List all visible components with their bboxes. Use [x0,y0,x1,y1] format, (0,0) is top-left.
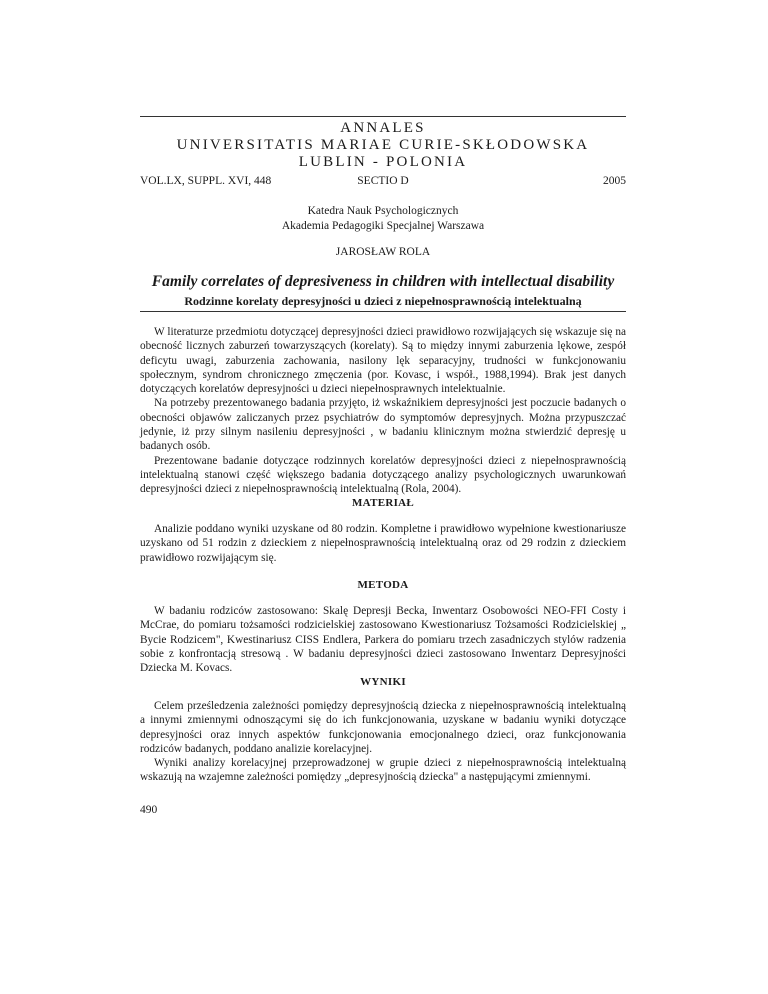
journal-title-university: UNIVERSITATIS MARIAE CURIE-SKŁODOWSKA [176,137,590,153]
intro-paragraph-1: W literaturze przedmiotu dotyczącej depresyjności dzieci prawidłowo rozwijających się wskazuje się na obecność licznych zaburzeń towarzyszących (korelaty). Są to między innymi zaburzenia lękowe, zespół deficytu uwagi, zaburzenia zachowania, nasilony lęk separacyjny, trudności w funkcjonowaniu społecznym, syndrom chronicznego zmęczenia (por. Kovasc, i współ., 1988,1994). Brak jest danych dotyczących korelatów depresyjności u dzieci niepełnosprawnych intelektualnie. [140,326,626,396]
intro-paragraph-2: Na potrzeby prezentowanego badania przyjęto, iż wskaźnikiem depresyjności jest poczucie badanych o obecności objawów zaliczanych przez psychiatrów do symptomów depresyjnych. Można przypuszczać jedynie, iż przy silnym nasileniu depresyjności , w badaniu klinicznym można stwierdzić depresję u badanych osób. [140,397,626,453]
section-heading-wyniki: WYNIKI [360,676,406,688]
article-title-english: Family correlates of depresiveness in children with intellectual disability [151,273,615,290]
page-number: 490 [140,804,158,816]
title-rule [140,311,626,312]
metoda-section [140,604,626,675]
material-section [140,522,626,565]
affiliation-department: Katedra Nauk Psychologicznych [307,205,459,217]
journal-sectio: SECTIO D [357,175,409,187]
section-heading-material: MATERIAŁ [351,497,415,509]
section-heading-metoda: METODA [357,579,409,591]
top-rule [140,116,626,117]
wyniki-paragraph-1: Celem prześledzenia zależności pomiędzy depresyjnością dziecka z niepełnosprawnością intelektualną a innymi zmiennymi odnoszącymi się do ich funkcjonowania, uzyskane w badaniu wyniki dotyczące depresyjności oraz innych aspektów funkcjonowania emocjonalnego dzieci, oraz funkcjonowania rodziców badanych, poddano analizie korelacyjnej. [140,700,626,755]
journal-year: 2005 [603,175,626,187]
author-name: JAROSŁAW ROLA [335,246,431,258]
introduction-section [140,325,626,497]
material-paragraph: Analizie poddano wyniki uzyskane od 80 rodzin. Kompletne i prawidłowo wypełnione kwestionariusze uzyskano od 51 rodzin z dzieckiem z niepełnosprawnością intelektualną oraz od 29 rodzin z dzieckiem prawidłowo rozwijającym się. [140,523,626,564]
metoda-paragraph: W badaniu rodziców zastosowano: Skalę Depresji Becka, Inwentarz Osobowości NEO-FFI Costy i McCrae, do pomiaru tożsamości rodzicielskiej zastosowano Kwestionariusz Tożsamości Rodzicielskiej „ Bycie Rodzicem", Kwestinariusz CISS Endlera, Parkera do pomiaru trzech zasadniczych stylów radzenia sobie z konfrontacją stresową . W badaniu depresyjności dzieci zastosowano Inwentarz Depresyjności Dziecka M. Kovacs. [140,605,626,675]
journal-title-location: LUBLIN - POLONIA [298,154,468,170]
wyniki-paragraph-2: Wyniki analizy korelacyjnej przeprowadzonej w grupie dzieci z niepełnosprawnością intelektualną wskazują na wzajemne zależności pomiędzy „depresyjnością dziecka" a następującymi zmiennymi. [140,757,626,784]
intro-paragraph-3: Prezentowane badanie dotyczące rodzinnych korelatów depresyjności dzieci z niepełnosprawnością intelektualną stanowi część większego badania dotyczącego analizy psychologicznych uwarunkowań depresyjności dzieci z niepełnosprawnością intelektualną (Rola, 2004). [140,454,626,496]
journal-title-annales: ANNALES [340,120,426,136]
journal-volume: VOL.LX, SUPPL. XVI, 448 [140,175,272,187]
article-title-polish: Rodzinne korelaty depresyjności u dzieci z niepełnosprawnością intelektualną [184,294,582,308]
wyniki-section [140,699,626,785]
affiliation-institution: Akademia Pedagogiki Specjalnej Warszawa [281,220,485,232]
